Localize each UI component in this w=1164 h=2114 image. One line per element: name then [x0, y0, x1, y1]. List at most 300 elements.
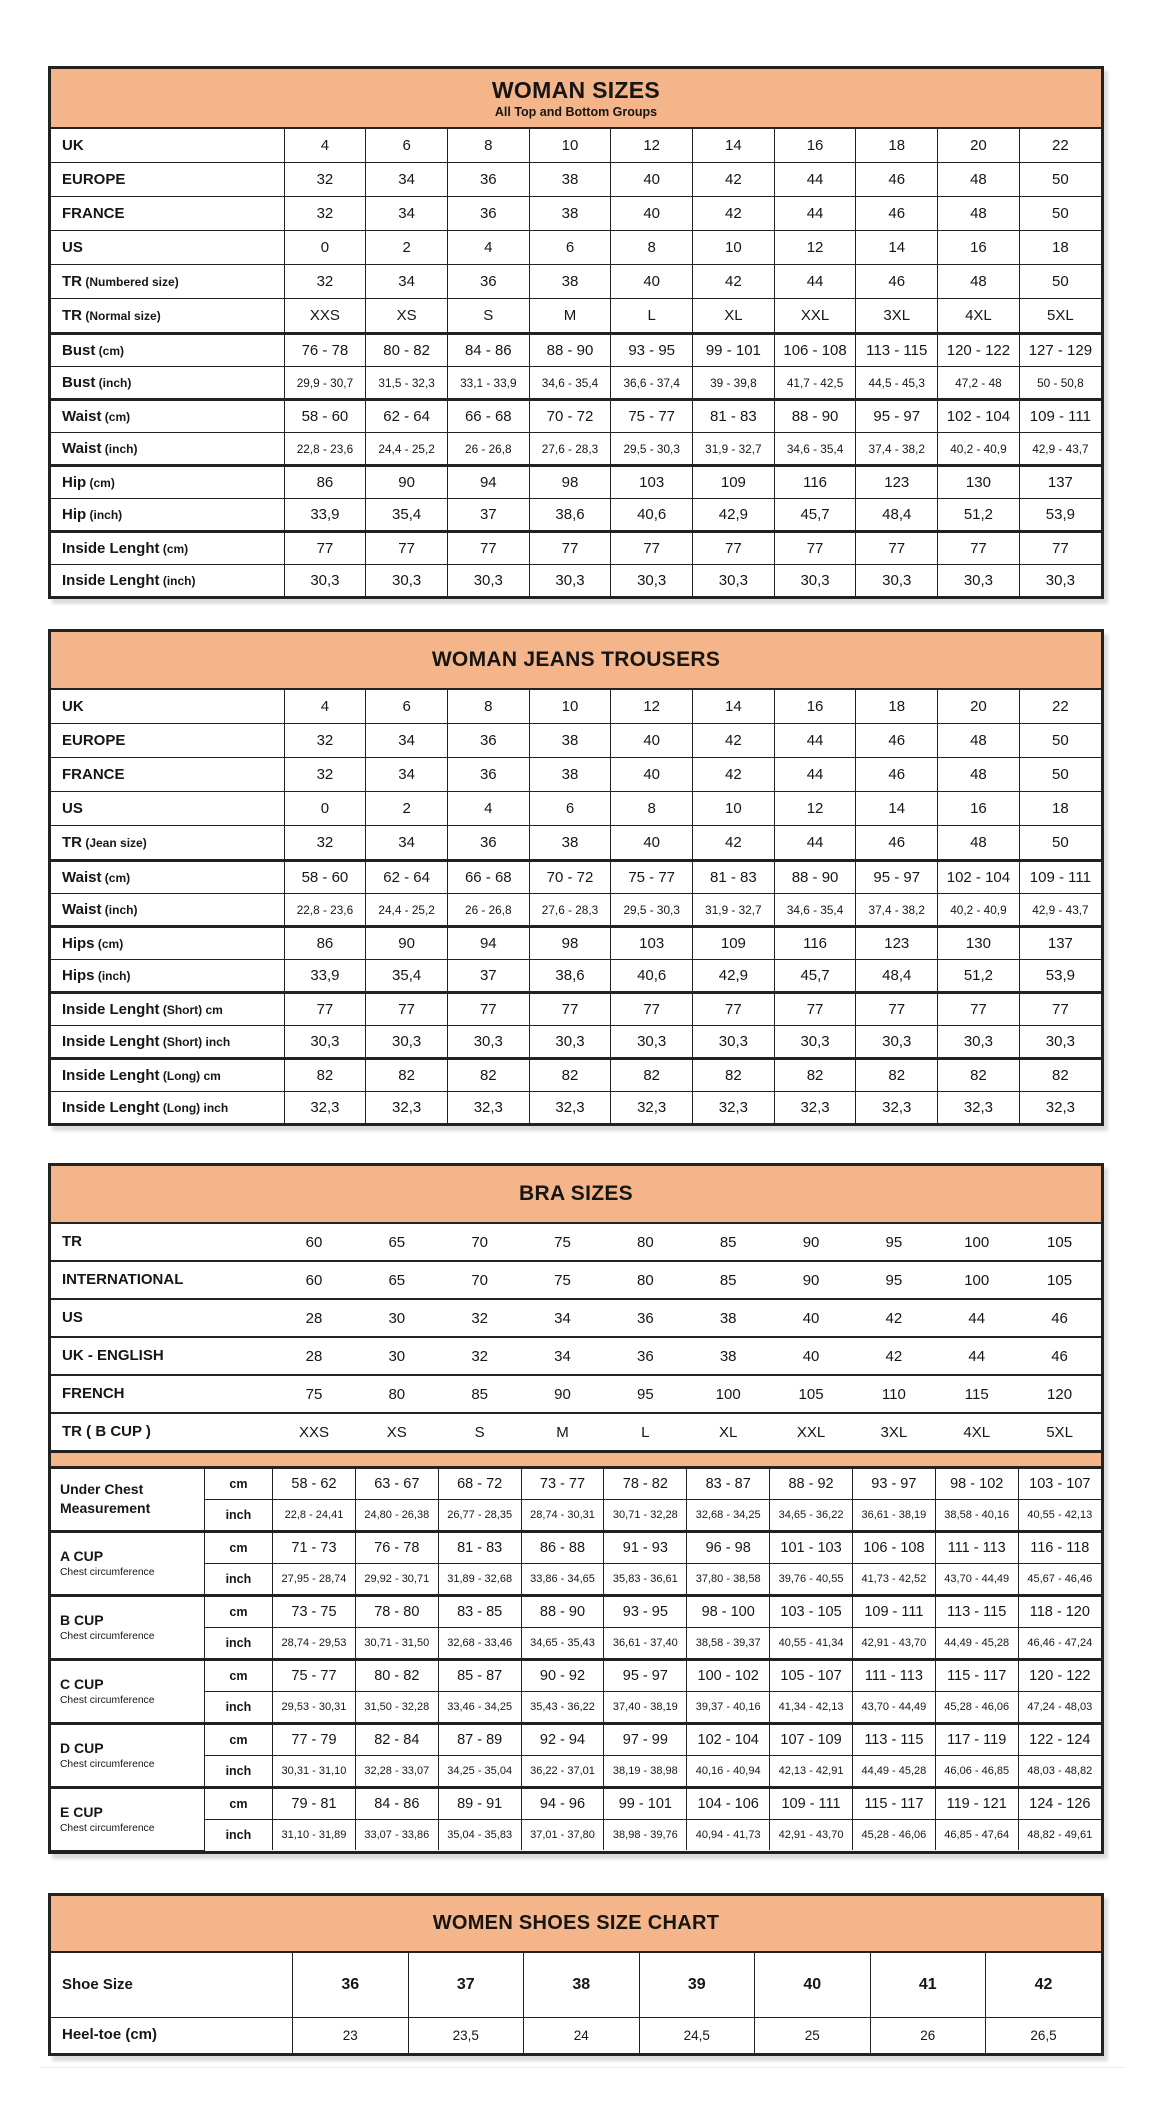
cell-value: 58 - 60 [284, 861, 366, 894]
cell-value: 48 [938, 826, 1020, 861]
row-label [51, 927, 284, 960]
cell-value: 77 [693, 993, 775, 1026]
cell-value: 36,61 - 38,19 [852, 1500, 935, 1532]
cell-value: XXS [284, 299, 366, 334]
cell-value: 20 [938, 129, 1020, 163]
cell-value: 130 [938, 466, 1020, 499]
cell-value: 46,06 - 46,85 [935, 1756, 1018, 1788]
cell-value: 2 [366, 792, 448, 826]
cell-value: 82 [611, 1059, 693, 1092]
row-label [51, 299, 284, 334]
cell-value: 38 [687, 1299, 770, 1337]
cell-value: 63 - 67 [355, 1468, 438, 1500]
cell-value: 93 - 95 [611, 334, 693, 367]
table-title: WOMAN SIZES [491, 77, 661, 103]
cell-value: 31,50 - 32,28 [355, 1692, 438, 1724]
table-row [51, 1564, 1101, 1596]
group-label [51, 1660, 204, 1724]
cell-value: 93 - 95 [604, 1596, 687, 1628]
cell-value: 102 - 104 [938, 861, 1020, 894]
row-label-text: Inside Lenght [62, 571, 160, 589]
cell-value: XXL [770, 1413, 853, 1452]
row-label-text: FRENCH [62, 1385, 125, 1402]
cell-value: 103 [611, 927, 693, 960]
cell-value: 14 [693, 690, 775, 724]
cell-value: 42,13 - 42,91 [770, 1756, 853, 1788]
table-row [51, 400, 1101, 433]
cell-value: 44,49 - 45,28 [852, 1756, 935, 1788]
row-label-unit: (Normal size) [82, 308, 161, 323]
cell-value: 77 [856, 993, 938, 1026]
cell-value: 75 - 77 [611, 861, 693, 894]
cell-value: 100 [935, 1261, 1018, 1299]
cell-value: 8 [611, 231, 693, 265]
cell-value: 70 [438, 1261, 521, 1299]
group-label-text: E CUP [60, 1803, 103, 1820]
cell-value: 88 - 90 [774, 400, 856, 433]
page-bottom-divider [40, 2067, 1124, 2068]
cell-value: 62 - 64 [366, 400, 448, 433]
cell-value: 39 [639, 1953, 755, 2018]
cell-value: 30,3 [529, 565, 611, 597]
cell-value: 42,9 - 43,7 [1019, 894, 1101, 927]
cell-value: 45,7 [774, 499, 856, 532]
cell-value: 32,68 - 33,46 [438, 1628, 521, 1660]
cell-value: 31,10 - 31,89 [273, 1820, 356, 1851]
cell-value: 60 [273, 1224, 356, 1261]
group-sublabel: Chest circumference [60, 1631, 155, 1643]
table-row [51, 532, 1101, 565]
cell-value: 27,6 - 28,3 [529, 894, 611, 927]
cell-value: 38 [687, 1337, 770, 1375]
cell-value: 117 - 119 [935, 1724, 1018, 1756]
cell-value: 65 [355, 1224, 438, 1261]
cell-value: 30,3 [529, 1026, 611, 1059]
cell-value: 80 - 82 [366, 334, 448, 367]
cell-value: 30,3 [856, 565, 938, 597]
cell-value: 46,85 - 47,64 [935, 1820, 1018, 1851]
cell-value: 124 - 126 [1018, 1788, 1101, 1820]
row-label [51, 1299, 273, 1337]
cell-value: 137 [1019, 466, 1101, 499]
cell-value: 50 [1019, 197, 1101, 231]
women-shoes-table [48, 1893, 1104, 2056]
cell-value: 42,91 - 43,70 [852, 1628, 935, 1660]
cell-value: 42 [986, 1953, 1102, 2018]
cell-value: 40,94 - 41,73 [687, 1820, 770, 1851]
cell-value: 77 [366, 993, 448, 1026]
row-label-unit: (inch) [94, 968, 131, 983]
cell-value: 18 [1019, 792, 1101, 826]
cell-value: 4 [447, 792, 529, 826]
row-label [51, 1026, 284, 1059]
cell-value: XL [693, 299, 775, 334]
row-label-text: UK - ENGLISH [62, 1347, 164, 1364]
row-label [51, 163, 284, 197]
row-label-text: TR [62, 306, 82, 324]
group-label-text: D CUP [60, 1739, 104, 1756]
cell-value: 50 [1019, 758, 1101, 792]
cell-value: 30,3 [611, 565, 693, 597]
table-subtitle: All Top and Bottom Groups [494, 105, 658, 119]
table-row [51, 927, 1101, 960]
row-label [51, 466, 284, 499]
cell-value: 42 [852, 1337, 935, 1375]
cell-value: 34,65 - 36,22 [770, 1500, 853, 1532]
cell-value: 95 - 97 [604, 1660, 687, 1692]
cell-value: 33,9 [284, 960, 366, 993]
cell-value: 82 [856, 1059, 938, 1092]
cell-value: 32 [438, 1299, 521, 1337]
cell-value: 82 [1019, 1059, 1101, 1092]
cell-value: 32,3 [447, 1092, 529, 1124]
cell-value: 90 [366, 466, 448, 499]
table-row [51, 1724, 1101, 1756]
cell-value: 30,3 [284, 565, 366, 597]
cell-value: 47,24 - 48,03 [1018, 1692, 1101, 1724]
cell-value: 88 - 92 [770, 1468, 853, 1500]
cell-value: 123 [856, 927, 938, 960]
cell-value: 4 [284, 690, 366, 724]
cell-value: 25 [755, 2017, 871, 2053]
unit-label: inch [204, 1564, 272, 1596]
cell-value: 32,3 [938, 1092, 1020, 1124]
row-label [51, 861, 284, 894]
cell-value: 41,7 - 42,5 [774, 367, 856, 400]
row-label [51, 197, 284, 231]
row-label-unit: (Numbered size) [82, 274, 179, 289]
cell-value: 70 - 72 [529, 400, 611, 433]
cell-value: 73 - 77 [521, 1468, 604, 1500]
cell-value: 30,3 [447, 1026, 529, 1059]
cell-value: 38 [529, 265, 611, 299]
cell-value: 22 [1019, 129, 1101, 163]
cell-value: 42 [693, 163, 775, 197]
cell-value: 95 [852, 1261, 935, 1299]
cell-value: 34 [366, 758, 448, 792]
cell-value: S [438, 1413, 521, 1452]
row-label [51, 1261, 273, 1299]
cell-value: 82 [693, 1059, 775, 1092]
cell-value: 42 [693, 724, 775, 758]
cell-value: 81 - 83 [438, 1532, 521, 1564]
cell-value: 22,8 - 24,41 [273, 1500, 356, 1532]
cell-value: 31,89 - 32,68 [438, 1564, 521, 1596]
cell-value: 28 [273, 1337, 356, 1375]
cell-value: 93 - 97 [852, 1468, 935, 1500]
group-label [51, 1468, 204, 1532]
cell-value: 8 [611, 792, 693, 826]
cell-value: 113 - 115 [935, 1596, 1018, 1628]
row-label [51, 400, 284, 433]
cell-value: 32 [284, 724, 366, 758]
cell-value: 18 [856, 129, 938, 163]
cell-value: 38 [529, 163, 611, 197]
cell-value: 70 - 72 [529, 861, 611, 894]
cell-value: 96 - 98 [687, 1532, 770, 1564]
cell-value: 28 [273, 1299, 356, 1337]
cell-value: 48 [938, 265, 1020, 299]
cell-value: 38,58 - 39,37 [687, 1628, 770, 1660]
cell-value: 30,3 [1019, 1026, 1101, 1059]
group-label-text: A CUP [60, 1547, 104, 1564]
cell-value: 40 [770, 1299, 853, 1337]
cell-value: 95 [852, 1224, 935, 1261]
cell-value: 16 [774, 129, 856, 163]
cell-value: 94 - 96 [521, 1788, 604, 1820]
row-label [51, 1953, 293, 2018]
cell-value: 23 [293, 2017, 409, 2053]
cell-value: 16 [938, 792, 1020, 826]
cell-value: 85 - 87 [438, 1660, 521, 1692]
cell-value: 41,73 - 42,52 [852, 1564, 935, 1596]
cell-value: 44 [774, 724, 856, 758]
cell-value: 6 [366, 690, 448, 724]
cell-value: 50 [1019, 826, 1101, 861]
cell-value: 30 [355, 1299, 438, 1337]
cell-value: 26,77 - 28,35 [438, 1500, 521, 1532]
table-row [51, 993, 1101, 1026]
cell-value: 82 - 84 [355, 1724, 438, 1756]
cell-value: 42 [693, 197, 775, 231]
cell-value: 29,53 - 30,31 [273, 1692, 356, 1724]
cell-value: 81 - 83 [693, 400, 775, 433]
cell-value: 38 [529, 197, 611, 231]
cell-value: 101 - 103 [770, 1532, 853, 1564]
cell-value: S [447, 299, 529, 334]
cell-value: 95 - 97 [856, 861, 938, 894]
cell-value: 40,2 - 40,9 [938, 433, 1020, 466]
row-label-text: Waist [62, 900, 102, 918]
cell-value: 58 - 62 [273, 1468, 356, 1500]
row-label-text: FRANCE [62, 204, 125, 222]
cell-value: 44,5 - 45,3 [856, 367, 938, 400]
table-row [51, 231, 1101, 265]
cell-value: 10 [529, 129, 611, 163]
cell-value: 34 [366, 724, 448, 758]
row-label-unit: (inch) [101, 441, 138, 456]
row-label-text: UK [62, 136, 84, 154]
row-label-text: Inside Lenght [62, 539, 160, 557]
cell-value: 24,80 - 26,38 [355, 1500, 438, 1532]
cell-value: 40,16 - 40,94 [687, 1756, 770, 1788]
group-sublabel: Chest circumference [60, 1567, 155, 1579]
row-label-unit: (Long) inch [159, 1100, 229, 1115]
cell-value: 105 [770, 1375, 853, 1413]
cell-value: 30,71 - 31,50 [355, 1628, 438, 1660]
cell-value: 22,8 - 23,6 [284, 433, 366, 466]
cell-value: 42,9 [693, 960, 775, 993]
cell-value: 86 - 88 [521, 1532, 604, 1564]
cell-value: 39,37 - 40,16 [687, 1692, 770, 1724]
cell-value: 18 [856, 690, 938, 724]
cell-value: XL [687, 1413, 770, 1452]
row-label-text: TR [62, 272, 82, 290]
row-label-text: Waist [62, 439, 102, 457]
woman-jeans-header [51, 632, 1101, 690]
table-row [51, 1953, 1101, 2018]
cell-value: 66 - 68 [447, 861, 529, 894]
cell-value: 46 [856, 163, 938, 197]
cell-value: 60 [273, 1261, 356, 1299]
table-row [51, 1375, 1101, 1413]
row-label [51, 367, 284, 400]
row-label [51, 334, 284, 367]
row-label-text: TR [62, 1233, 82, 1250]
row-label [51, 792, 284, 826]
cell-value: 24,4 - 25,2 [366, 433, 448, 466]
row-label [51, 265, 284, 299]
cell-value: XXS [273, 1413, 356, 1452]
cell-value: 46 [1018, 1299, 1101, 1337]
cell-value: 32 [284, 197, 366, 231]
cell-value: 77 [693, 532, 775, 565]
cell-value: 27,6 - 28,3 [529, 433, 611, 466]
table-row [51, 1468, 1101, 1500]
cell-value: 36,22 - 37,01 [521, 1756, 604, 1788]
cell-value: 0 [284, 231, 366, 265]
row-label-unit: (Short) inch [159, 1034, 231, 1049]
group-sublabel: Chest circumference [60, 1823, 155, 1835]
cell-value: 48,82 - 49,61 [1018, 1820, 1101, 1851]
table-row [51, 1413, 1101, 1452]
cell-value: 30,3 [938, 1026, 1020, 1059]
cell-value: 58 - 60 [284, 400, 366, 433]
cell-value: 82 [366, 1059, 448, 1092]
table-row [51, 1756, 1101, 1788]
cell-value: 37,4 - 38,2 [856, 433, 938, 466]
cell-value: 75 [521, 1261, 604, 1299]
row-label-text: Inside Lenght [62, 1032, 160, 1050]
cell-value: 85 [438, 1375, 521, 1413]
cell-value: 31,5 - 32,3 [366, 367, 448, 400]
group-sublabel: Chest circumference [60, 1759, 155, 1771]
cell-value: 36 [447, 724, 529, 758]
cell-value: 65 [355, 1261, 438, 1299]
cell-value: 37 [447, 499, 529, 532]
row-label [51, 129, 284, 163]
cell-value: 45,28 - 46,06 [852, 1820, 935, 1851]
cell-value: 30,3 [284, 1026, 366, 1059]
table-row [51, 565, 1101, 597]
cell-value: 104 - 106 [687, 1788, 770, 1820]
cell-value: 10 [693, 792, 775, 826]
row-label-text: TR [62, 833, 82, 851]
cell-value: 102 - 104 [687, 1724, 770, 1756]
cell-value: 0 [284, 792, 366, 826]
cell-value: 120 - 122 [1018, 1660, 1101, 1692]
row-label [51, 826, 284, 861]
row-label [51, 690, 284, 724]
cell-value: 48 [938, 163, 1020, 197]
table-row [51, 2017, 1101, 2053]
cell-value: 40,55 - 42,13 [1018, 1500, 1101, 1532]
cell-value: 106 - 108 [774, 334, 856, 367]
cell-value: 115 - 117 [935, 1660, 1018, 1692]
cell-value: 39,76 - 40,55 [770, 1564, 853, 1596]
cell-value: 95 - 97 [856, 400, 938, 433]
cell-value: 50 [1019, 163, 1101, 197]
cell-value: 38,98 - 39,76 [604, 1820, 687, 1851]
woman-jeans-grid [51, 690, 1101, 1123]
cell-value: 45,67 - 46,46 [1018, 1564, 1101, 1596]
group-label [51, 1724, 204, 1788]
table-row [51, 197, 1101, 231]
cell-value: 42,9 - 43,7 [1019, 433, 1101, 466]
row-label-text: US [62, 799, 83, 817]
cell-value: 32 [284, 758, 366, 792]
cell-value: 106 - 108 [852, 1532, 935, 1564]
cell-value: 82 [774, 1059, 856, 1092]
row-label-unit: (Short) cm [159, 1002, 223, 1017]
table-row [51, 334, 1101, 367]
cell-value: 73 - 75 [273, 1596, 356, 1628]
cell-value: 77 - 79 [273, 1724, 356, 1756]
cell-value: 32,3 [1019, 1092, 1101, 1124]
cell-value: 76 - 78 [355, 1532, 438, 1564]
cell-value: 91 - 93 [604, 1532, 687, 1564]
table-row [51, 1660, 1101, 1692]
table-row [51, 1596, 1101, 1628]
cell-value: 71 - 73 [273, 1532, 356, 1564]
cell-value: 24,4 - 25,2 [366, 894, 448, 927]
cell-value: 32 [438, 1337, 521, 1375]
cell-value: 80 [355, 1375, 438, 1413]
cell-value: 48,4 [856, 960, 938, 993]
table-row [51, 1299, 1101, 1337]
cell-value: 4 [447, 231, 529, 265]
cell-value: 22,8 - 23,6 [284, 894, 366, 927]
cell-value: 123 [856, 466, 938, 499]
cell-value: 24,5 [639, 2017, 755, 2053]
cell-value: 77 [529, 532, 611, 565]
table-row [51, 1532, 1101, 1564]
cell-value: 45,28 - 46,06 [935, 1692, 1018, 1724]
cell-value: 23,5 [408, 2017, 524, 2053]
cell-value: 111 - 113 [935, 1532, 1018, 1564]
cell-value: 36 [447, 197, 529, 231]
cell-value: 80 [604, 1261, 687, 1299]
cell-value: 46 [856, 724, 938, 758]
cell-value: 75 - 77 [611, 400, 693, 433]
cell-value: 3XL [852, 1413, 935, 1452]
cell-value: 66 - 68 [447, 400, 529, 433]
row-label-unit: (inch) [101, 902, 138, 917]
cell-value: 36,61 - 37,40 [604, 1628, 687, 1660]
cell-value: 78 - 80 [355, 1596, 438, 1628]
cell-value: 30,3 [447, 565, 529, 597]
cell-value: 120 - 122 [938, 334, 1020, 367]
row-label-text: Shoe Size [62, 1975, 133, 1993]
cell-value: 80 - 82 [355, 1660, 438, 1692]
cell-value: 39 - 39,8 [693, 367, 775, 400]
cell-value: 88 - 90 [774, 861, 856, 894]
cell-value: 115 [935, 1375, 1018, 1413]
cell-value: 89 - 91 [438, 1788, 521, 1820]
cell-value: 90 [521, 1375, 604, 1413]
cell-value: 53,9 [1019, 499, 1101, 532]
row-label-text: Inside Lenght [62, 1098, 160, 1116]
group-sublabel: Chest circumference [60, 1695, 155, 1707]
cell-value: 85 [687, 1261, 770, 1299]
cell-value: 40,6 [611, 960, 693, 993]
woman-jeans-table [48, 629, 1104, 1126]
cell-value: 35,43 - 36,22 [521, 1692, 604, 1724]
row-label [51, 724, 284, 758]
cell-value: 24 [524, 2017, 640, 2053]
cell-value: 36 [447, 265, 529, 299]
cell-value: 34 [521, 1337, 604, 1375]
